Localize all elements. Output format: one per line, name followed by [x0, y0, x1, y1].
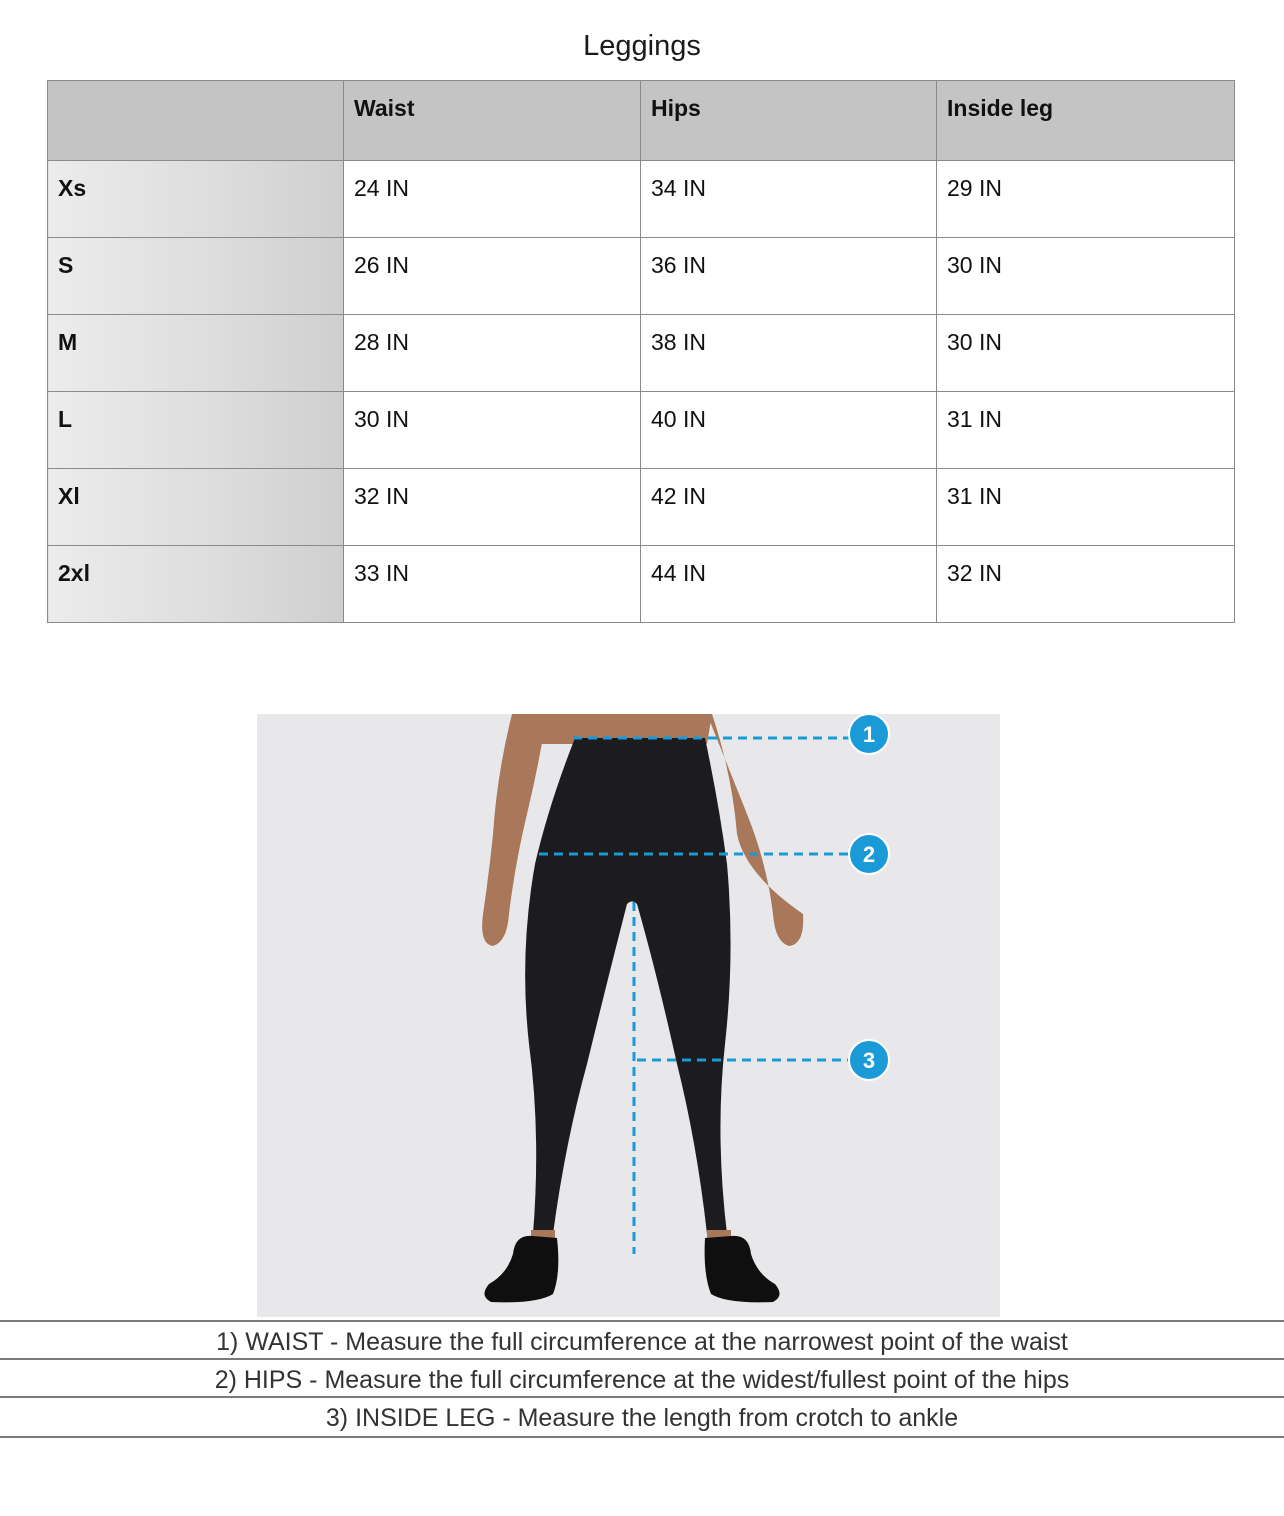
hips-cell: 36 IN — [641, 238, 937, 315]
marker-inside-leg — [849, 1040, 889, 1080]
instruction-waist: 1) WAIST - Measure the full circumference at the narrowest point of the waist — [0, 1320, 1284, 1358]
table-row — [48, 392, 1235, 469]
inside-leg-cell: 32 IN — [937, 546, 1235, 623]
header-hips: Hips — [641, 81, 937, 161]
header-waist: Waist — [344, 81, 641, 161]
hips-cell: 44 IN — [641, 546, 937, 623]
table-row — [48, 546, 1235, 623]
header-size — [48, 81, 344, 161]
page-title: Leggings — [583, 30, 701, 62]
table-header-row — [48, 81, 1235, 161]
right-shoe — [705, 1236, 780, 1303]
table-row — [48, 315, 1235, 392]
header-inside-leg: Inside leg — [937, 81, 1235, 161]
size-label: Xs — [48, 161, 344, 238]
table-row — [48, 161, 1235, 238]
marker-waist-label: 1 — [862, 722, 876, 747]
leggings — [525, 738, 730, 1234]
instruction-inside-leg: 3) INSIDE LEG - Measure the length from crotch to ankle — [0, 1396, 1284, 1438]
inside-leg-cell: 30 IN — [937, 315, 1235, 392]
inside-leg-cell: 31 IN — [937, 469, 1235, 546]
instruction-hips: 2) HIPS - Measure the full circumference at the widest/fullest point of the hips — [0, 1358, 1284, 1396]
waist-cell: 30 IN — [344, 392, 641, 469]
size-chart-table — [47, 80, 1235, 623]
marker-hips-label: 2 — [862, 842, 876, 867]
hips-cell: 34 IN — [641, 161, 937, 238]
inside-leg-cell: 31 IN — [937, 392, 1235, 469]
inside-leg-cell: 29 IN — [937, 161, 1235, 238]
marker-hips — [849, 834, 889, 874]
hips-cell: 42 IN — [641, 469, 937, 546]
size-label: 2xl — [48, 546, 344, 623]
size-label: S — [48, 238, 344, 315]
size-label: L — [48, 392, 344, 469]
table-row — [48, 238, 1235, 315]
waist-cell: 28 IN — [344, 315, 641, 392]
size-label: M — [48, 315, 344, 392]
inside-leg-cell: 30 IN — [937, 238, 1235, 315]
measurement-instructions — [0, 1320, 1284, 1438]
waist-cell: 26 IN — [344, 238, 641, 315]
size-label: Xl — [48, 469, 344, 546]
waist-cell: 24 IN — [344, 161, 641, 238]
measurement-photo — [257, 714, 1000, 1317]
marker-waist — [849, 714, 889, 754]
hips-cell: 38 IN — [641, 315, 937, 392]
marker-inside-leg-label: 3 — [862, 1048, 876, 1073]
table-row — [48, 469, 1235, 546]
waist-cell: 33 IN — [344, 546, 641, 623]
hips-cell: 40 IN — [641, 392, 937, 469]
waist-cell: 32 IN — [344, 469, 641, 546]
left-shoe — [484, 1236, 558, 1303]
